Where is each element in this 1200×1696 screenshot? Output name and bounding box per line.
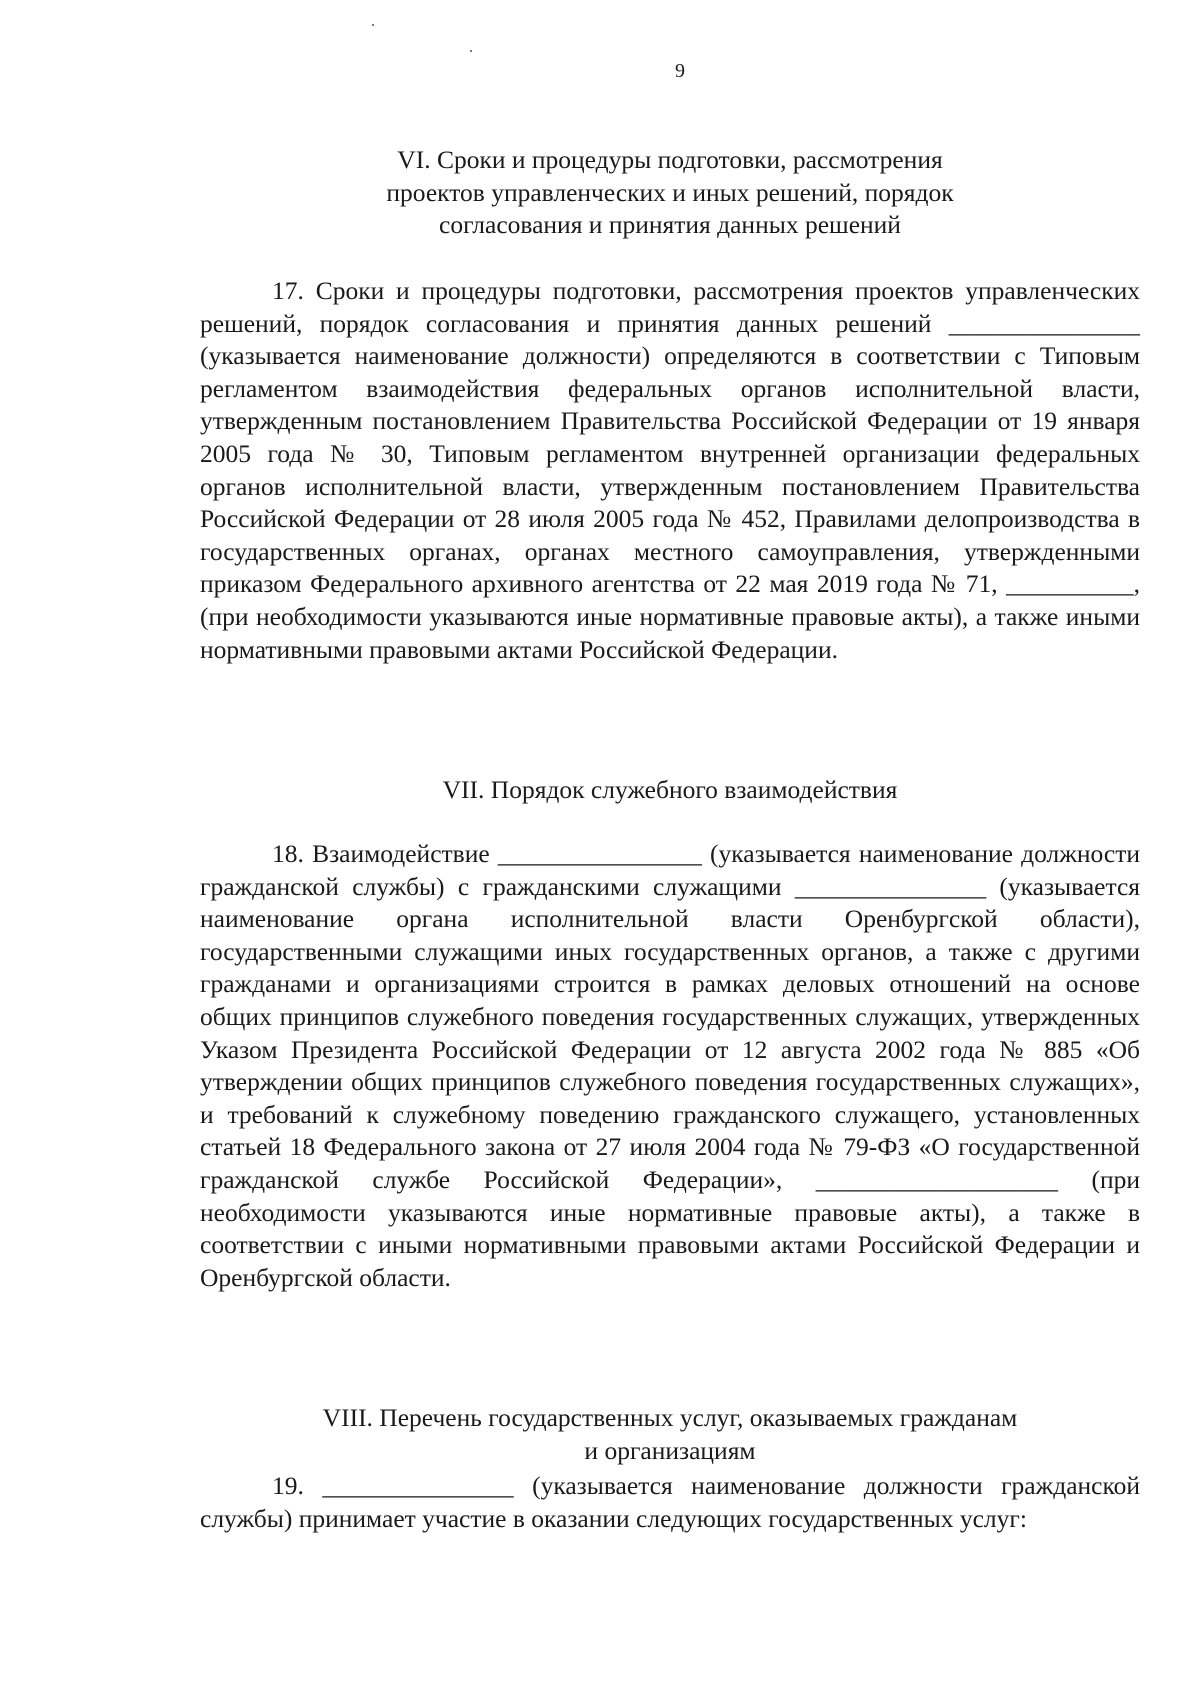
paragraph-17: 17. Сроки и процедуры подготовки, рассмотрения проектов управленческих решений, порядок согласования и принятия данных решений _______________ (указывается наименование должности) определяются в соответствии с Типовым регламентом взаимодействия федеральных органов исполнительной власти, утвержденным постановлением Правительства Российской Федерации от 19 января 2005 года № 30, Типовым регламентом внутренней организации федеральных органов исполнительной власти, утвержденным постановлением Правительства Российской Федерации от 28 июля 2005 года № 452, Правилами делопроизводства в государственных органах, органах местного самоуправления, утвержденными приказом Федерального архивного агентства от 22 мая 2019 года № 71, __________, (при необходимости указываются иные нормативные правовые акты), а также иными нормативными правовыми актами Российской Федерации. — [200, 276, 1140, 664]
heading-line: VIII. Перечень государственных услуг, оказываемых гражданам — [322, 1403, 1018, 1432]
heading-line: и организациям — [584, 1435, 756, 1465]
paragraph-19-container — [200, 1470, 1140, 1535]
paragraph-19: 19. _______________ (указывается наименование должности гражданской службы) принимает участие в оказании следующих государственных услуг: — [200, 1471, 1140, 1533]
paragraph-18: 18. Взаимодействие ________________ (указывается наименование должности гражданской службы) с гражданскими служащими _______________ (указывается наименование органа исполнительной власти Оренбургской области), государственными служащими иных государственных органов, а также с другими гражданами и организациями строится в рамках деловых отношений на основе общих принципов служебного поведения государственных служащих, утвержденных Указом Президента Российской Федерации от 12 августа 2002 года № 885 «Об утверждении общих принципов служебного поведения государственных служащих», и требований к служебному поведению гражданского служащего, установленных статьей 18 Федерального закона от 27 июля 2004 года № 79-ФЗ «О государственной гражданской службе Российской Федерации», ___________________ (при необходимости указываются иные нормативные правовые акты), а также в соответствии с иными нормативными правовыми актами Российской Федерации и Оренбургской области. — [200, 839, 1140, 1292]
paragraph-18-container — [200, 838, 1140, 1294]
section-8-heading — [200, 1402, 1140, 1467]
page-number: 9 — [675, 60, 685, 82]
scan-speck — [470, 50, 472, 52]
section-7-heading — [200, 774, 1140, 807]
heading-line: проектов управленческих и иных решений, порядок — [386, 177, 954, 207]
heading-line: согласования и принятия данных решений — [439, 210, 901, 240]
section-6-heading — [200, 144, 1140, 242]
heading-line: VII. Порядок служебного взаимодействия — [442, 775, 898, 804]
paragraph-17-container — [200, 275, 1140, 666]
heading-line: VI. Сроки и процедуры подготовки, рассмотрения — [397, 145, 943, 174]
scan-speck — [372, 24, 374, 26]
